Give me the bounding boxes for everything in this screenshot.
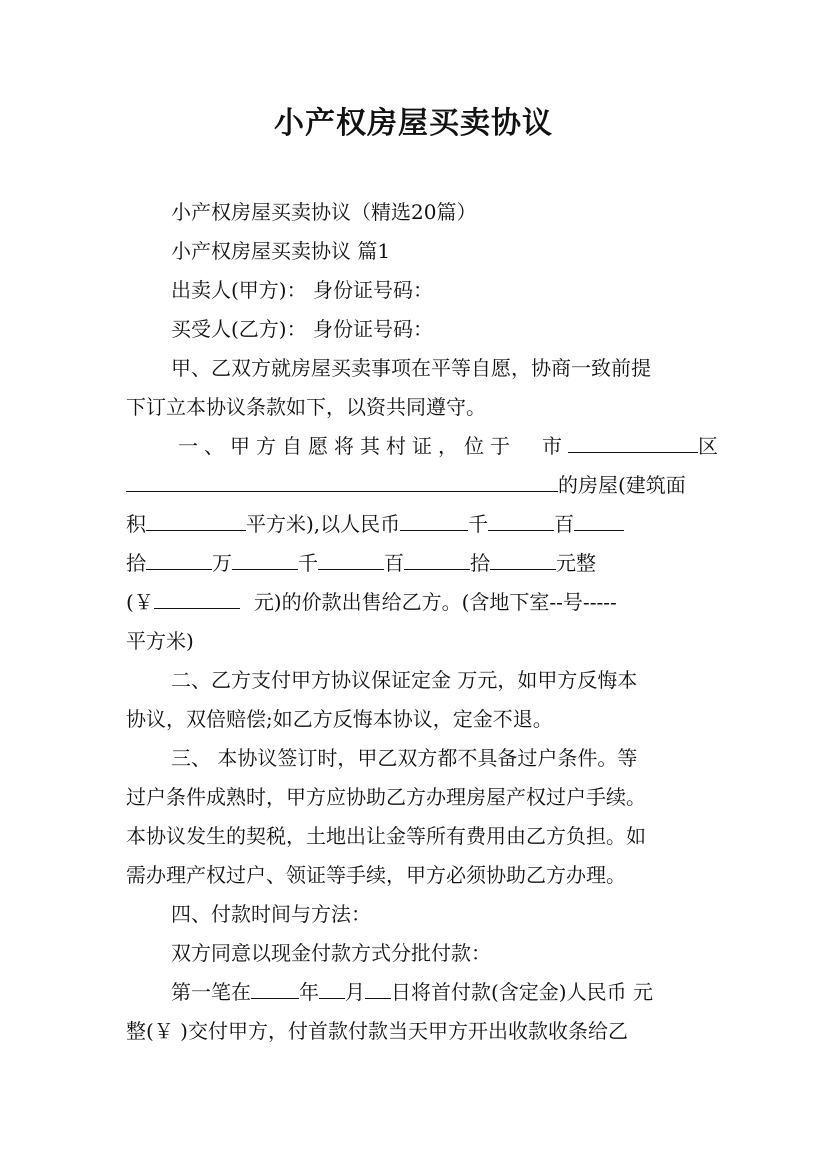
blank-field [146,549,212,570]
paragraph-line: 甲、乙双方就房屋买卖事项在平等自愿，协商一致前提 [171,356,651,380]
clause-text: 第一笔在 [171,980,251,1004]
clause-text: 平方米),以人民币 [246,512,401,536]
document-title: 小产权房屋买卖协议 [274,106,553,141]
blank-field [319,978,345,999]
clause-3-line-3: 本协议发生的契税，土地出让金等所有费用由乙方负担。如 [126,824,646,848]
clause-2-line-2: 协议，双倍赔偿;如乙方反悔本协议，定金不退。 [126,707,553,731]
clause-3-line-1: 三、 本协议签订时，甲乙双方都不具备过户条件。等 [171,746,638,770]
blank-field [404,549,470,570]
clause-text: 千 [468,512,489,536]
subtitle-line: 小产权房屋买卖协议（精选20篇） [171,200,477,224]
clause-text: 的房屋(建筑面 [558,473,686,497]
section-heading: 小产权房屋买卖协议 篇1 [171,239,391,263]
clause-text: 元)的价款出售给乙方。(含地下室--号----- [253,590,617,614]
clause-text: 月 [345,980,365,1004]
clause-2-line-1: 二、乙方支付甲方协议保证定金 万元，如甲方反悔本 [171,668,638,692]
clause-text: 日将首付款(含定金)人民币 元 [391,980,653,1004]
clause-text: 千 [298,551,318,575]
seller-line: 出卖人(甲方)： 身份证号码： [171,278,433,302]
blank-field [146,510,246,531]
clause-3-line-4: 需办理产权过户、领证等手续，甲方必须协助乙方办理。 [126,863,626,887]
clause-text: 区 [698,434,718,458]
blank-field [574,510,624,531]
blank-field [318,549,384,570]
clause-text: 拾 [126,551,146,575]
blank-field [488,510,554,531]
buyer-line: 买受人(乙方)： 身份证号码： [171,317,433,341]
clause-3-line-2: 过户条件成熟时，甲方应协助乙方办理房屋产权过户手续。 [126,785,646,809]
clause-text: 积 [126,512,146,536]
clause-4-line-1: 双方同意以现金付款方式分批付款： [171,941,491,965]
clause-4-line-2 [171,978,706,1006]
clause-text: 万 [212,551,232,575]
clause-1-line-3 [126,510,706,538]
clause-1-line-6: 平方米) [126,629,194,653]
blank-field [154,588,240,609]
blank-field [400,510,468,531]
blank-field [490,549,556,570]
blank-field [251,978,299,999]
blank-field [365,978,391,999]
clause-1-line-4 [126,549,706,577]
clause-text: 元整 [556,551,596,575]
clause-1-line-5 [126,588,706,616]
clause-text: (￥ [126,590,154,614]
clause-text: 拾 [470,551,490,575]
clause-1-line-1 [178,432,718,460]
clause-4-line-3: 整(￥ )交付甲方，付首款付款当天甲方开出收款收条给乙 [126,1019,628,1043]
blank-field [126,471,558,492]
blank-field [232,549,298,570]
clause-text: 年 [299,980,319,1004]
clause-text: 百 [554,512,575,536]
paragraph-line: 下订立本协议条款如下，以资共同遵守。 [126,395,486,419]
clause-text: 一、甲方自愿将其村证，位于 市 [178,434,568,458]
blank-field [568,432,698,453]
clause-1-line-2 [126,471,706,499]
clause-text: 百 [384,551,404,575]
clause-4-heading: 四、付款时间与方法： [171,902,371,926]
